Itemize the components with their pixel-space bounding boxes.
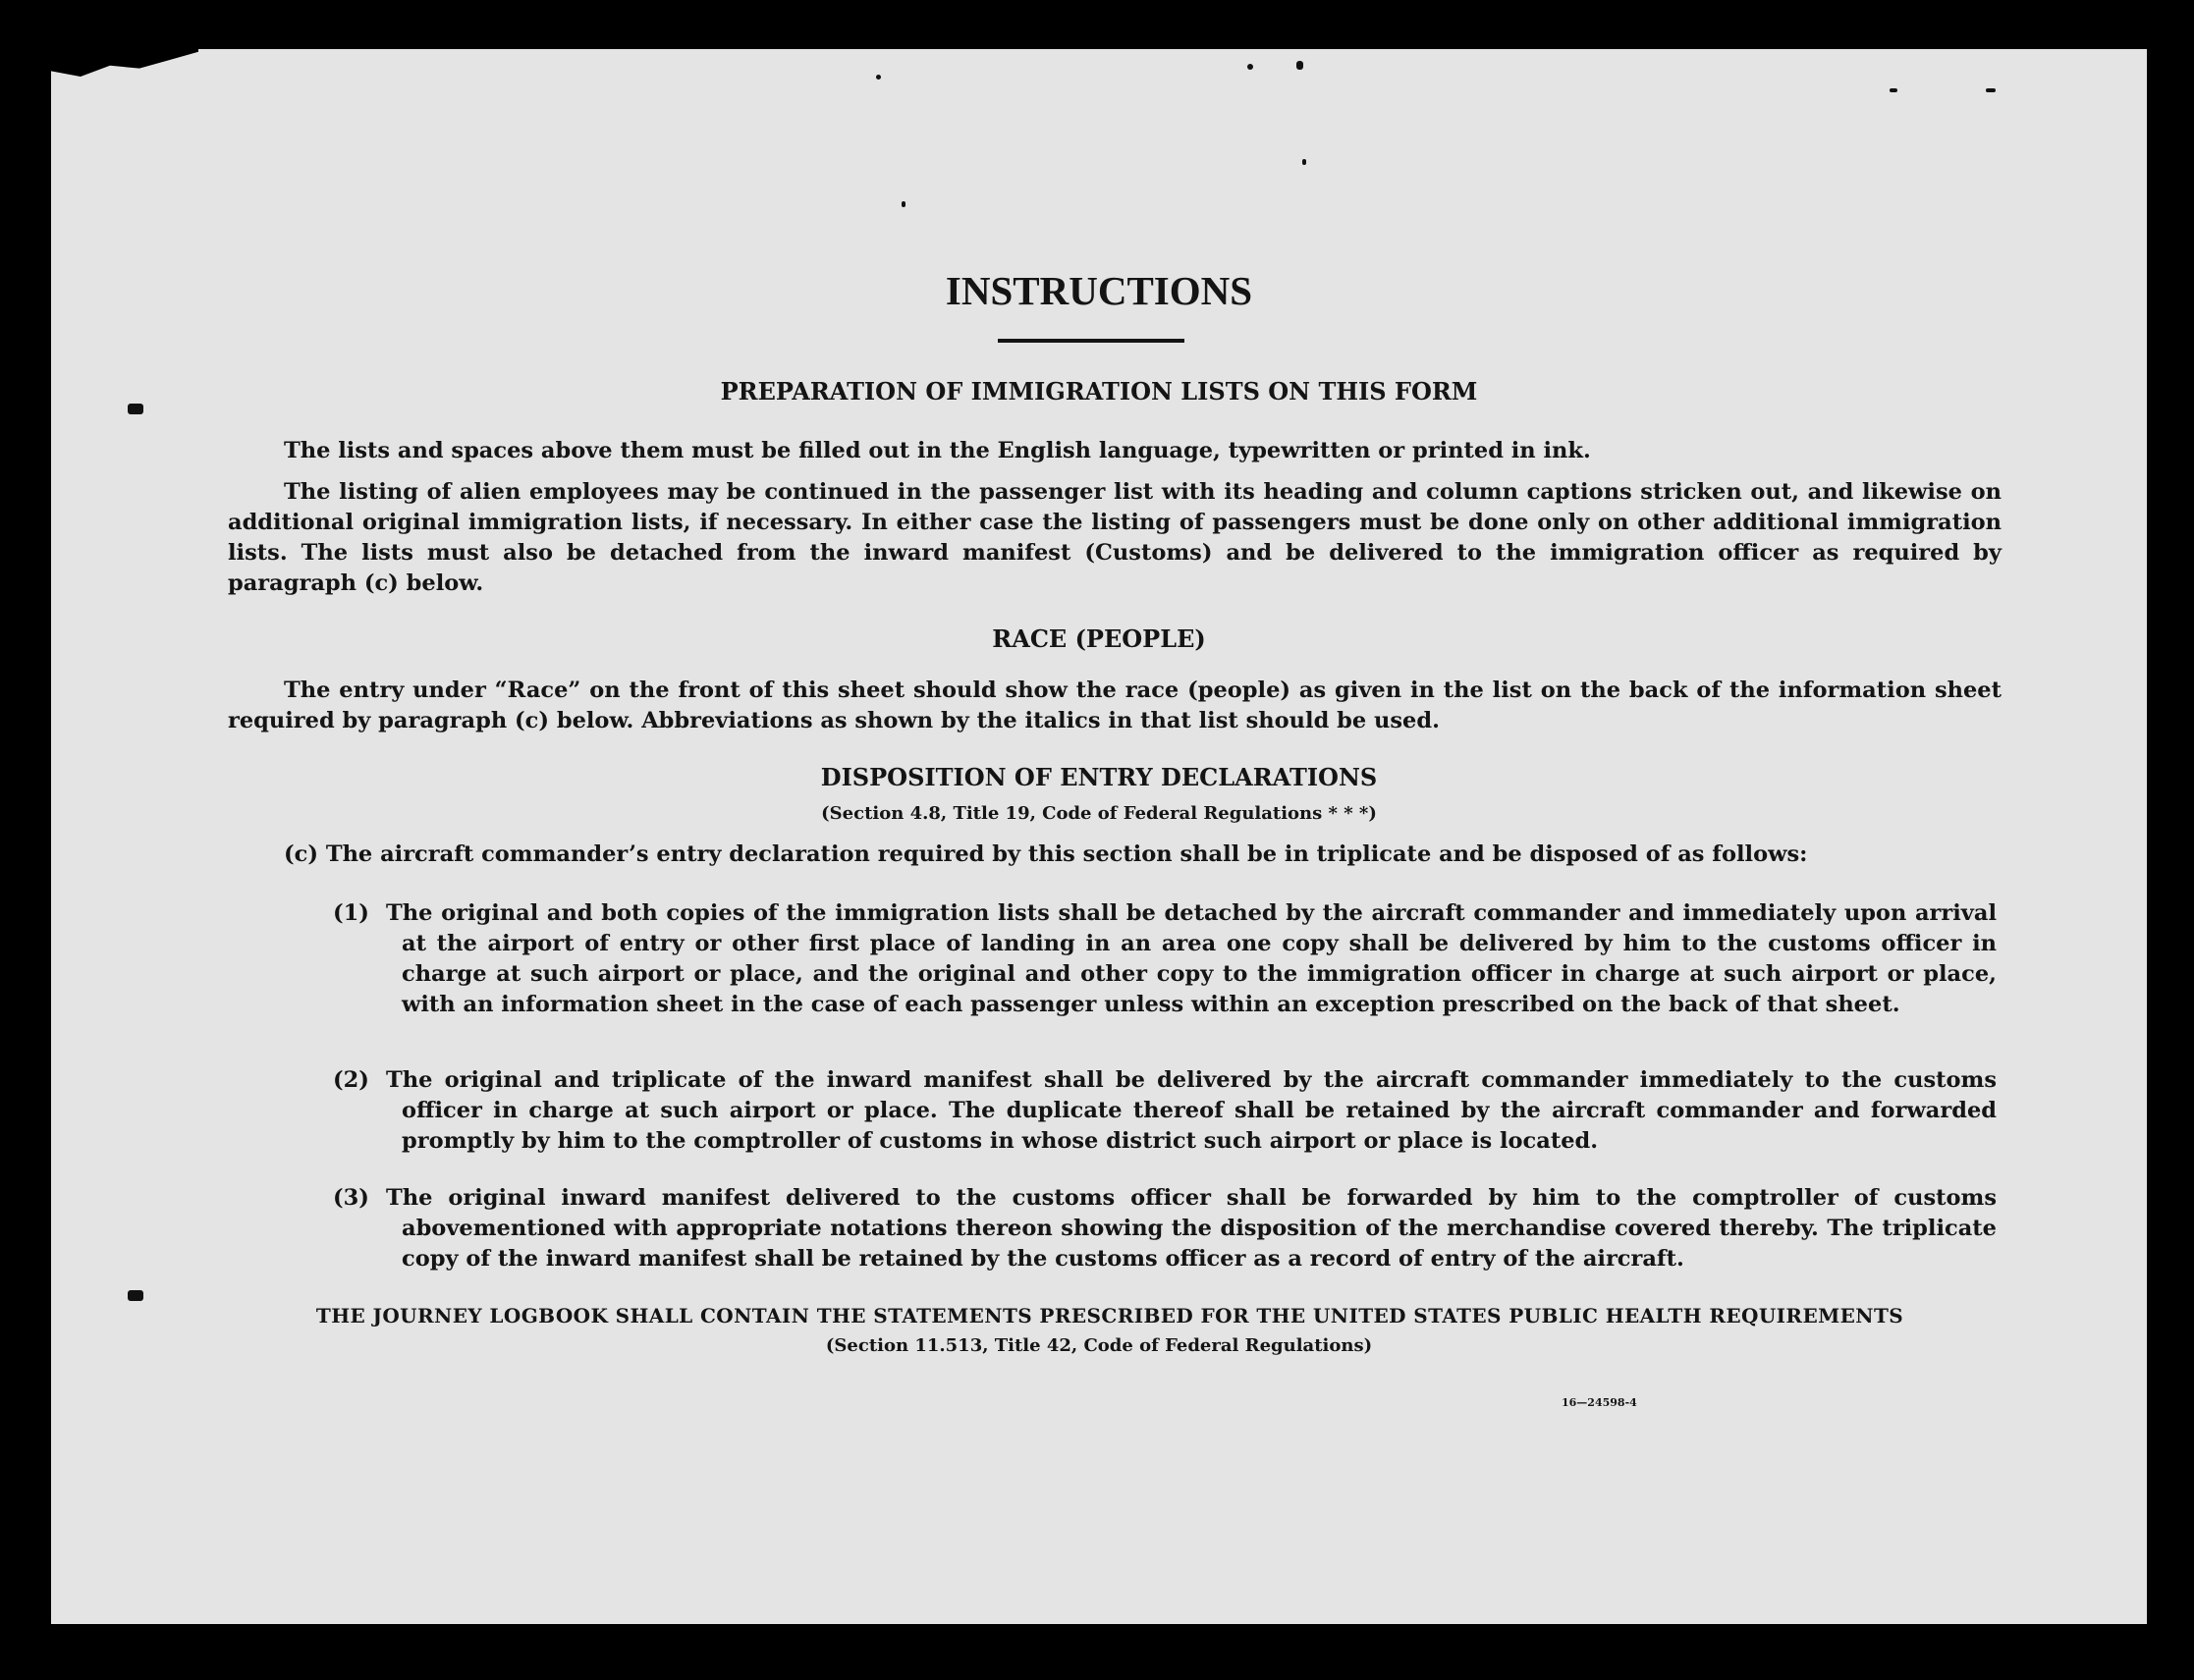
instructions-title: INSTRUCTIONS (945, 268, 1253, 313)
disposition-citation: (Section 4.8, Title 19, Code of Federal Regulations * * *) (821, 803, 1377, 824)
instructions-content (51, 49, 2147, 1624)
race-paragraph: The entry under “Race” on the front of this sheet should show the race (people) as given in the list on the back of the information sheet required by paragraph (c) below. Abbreviations as shown by the italics in that list should be used. (228, 677, 2002, 733)
item-text: The original inward manifest delivered to the customs officer shall be forwarded by him to the comptroller of customs abovementioned with appropriate notations thereon showing the disposition of the merchandise covered thereby. The triplicate copy of the inward manifest shall be retained by the customs officer as a record of entry of the aircraft. (386, 1185, 1997, 1272)
item-number: (3) (333, 1185, 369, 1211)
item-number: (2) (333, 1067, 369, 1093)
item-text: The original and triplicate of the inward manifest shall be delivered by the aircraft commander immediately to the customs officer in charge at such airport or place. The duplicate thereof shall be retained by the aircraft commander and forwarded promptly by him to the comptroller of customs in whose district such airport or place is located. (386, 1067, 1997, 1154)
document-page (51, 49, 2147, 1624)
disposition-item-1 (333, 898, 1997, 1020)
form-code: 16—24598-4 (1562, 1396, 1637, 1409)
preparation-heading: PREPARATION OF IMMIGRATION LISTS ON THIS FORM (720, 377, 1478, 406)
disposition-intro: (c) The aircraft commander’s entry declaration required by this section shall be in triplicate and be disposed of as follows: (284, 841, 1808, 867)
disposition-item-2 (333, 1065, 1997, 1157)
preparation-paragraph-2: The listing of alien employees may be continued in the passenger list with its heading and column captions stricken out, and likewise on additional original immigration lists, if necessary. In either case the listing of passengers must be done only on other additional immigration lists. The lists must also be detached from the inward manifest (Customs) and be delivered to the immigration officer as required by paragraph (c) below. (228, 479, 2002, 596)
disposition-item-3 (333, 1183, 1997, 1274)
preparation-paragraph-1: The lists and spaces above them must be filled out in the English language, typewritten or printed in ink. (284, 438, 1591, 463)
race-heading: RACE (PEOPLE) (992, 624, 1206, 653)
title-underline (998, 339, 1184, 343)
disposition-heading: DISPOSITION OF ENTRY DECLARATIONS (820, 763, 1378, 791)
logbook-statement: THE JOURNEY LOGBOOK SHALL CONTAIN THE STATEMENTS PRESCRIBED FOR THE UNITED STATES PUBLIC HEALTH REQUIREMENTS (315, 1304, 1904, 1328)
item-text: The original and both copies of the immigration lists shall be detached by the aircraft commander and immediately upon arrival at the airport of entry or other first place of landing in an area one copy shall be delivered by him to the customs officer in charge at such airport or place, and the original and other copy to the immigration officer in charge at such airport or place, with an information sheet in the case of each passenger unless within an exception prescribed on the back of that sheet. (386, 900, 1997, 1017)
logbook-citation: (Section 11.513, Title 42, Code of Federal Regulations) (825, 1335, 1373, 1356)
item-number: (1) (333, 900, 369, 926)
